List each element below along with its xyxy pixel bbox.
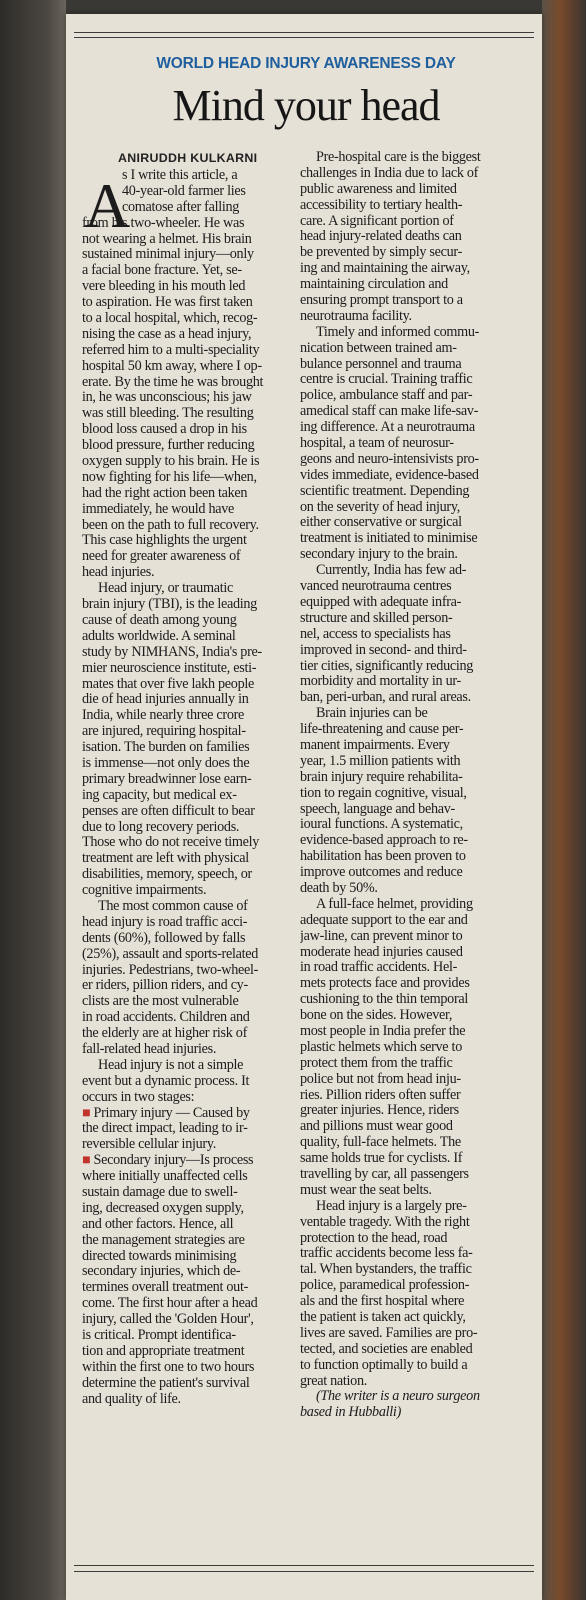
text-line: same holds true for cyclists. If <box>300 1151 463 1167</box>
top-rule <box>74 32 534 33</box>
text-line: ventable tragedy. With the right <box>300 1214 470 1230</box>
text-line: where initially unaffected cells <box>82 1169 248 1185</box>
text-line: within the first one to two hours <box>82 1359 255 1375</box>
text-line: study by NIMHANS, India's pre- <box>82 644 262 660</box>
text-line: police, ambulance staff and par- <box>300 388 473 404</box>
text-line: is immense—not only does the <box>82 755 250 771</box>
text-line: evidence-based approach to re- <box>300 833 468 849</box>
text-line: life-threatening and cause per- <box>300 722 464 738</box>
top-rule-2 <box>74 37 534 38</box>
text-line: Brain injuries can be <box>316 706 428 722</box>
text-line: (25%), assault and sports-related <box>82 946 259 962</box>
text-line: come. The first hour after a head <box>82 1296 258 1312</box>
text-line: brain injury (TBI), is the leading <box>82 597 257 613</box>
text-line: greater injuries. Hence, riders <box>300 1103 459 1119</box>
text-line: amedical staff can make life-sav- <box>300 404 479 420</box>
text-line: adequate support to the ear and <box>300 912 468 928</box>
text-line: quality, full-face helmets. The <box>300 1135 461 1151</box>
text-line: adults worldwide. A seminal <box>82 628 236 644</box>
text-line: 40-year-old farmer lies <box>122 183 246 199</box>
text-line: mier neuroscience institute, esti- <box>82 660 257 676</box>
bottom-rule-2 <box>74 1571 534 1572</box>
text-line: head injury-related deaths can <box>300 229 462 245</box>
text-line: referred him to a multi-speciality <box>82 342 260 358</box>
text-line: Head injury is a largely pre- <box>316 1198 467 1214</box>
text-line: police but not from head inju- <box>300 1071 461 1087</box>
text-line: mates that over five lakh people <box>82 676 255 692</box>
text-line: vides immediate, evidence-based <box>300 467 479 483</box>
text-line: determine the patient's survival <box>82 1375 250 1391</box>
text-line: oxygen supply to his brain. He is <box>82 454 260 470</box>
bottom-rule <box>74 1565 534 1566</box>
text-line: treatment are left with physical <box>82 851 249 867</box>
text-line: due to long recovery periods. <box>82 819 240 835</box>
text-line: tion and appropriate treatment <box>82 1343 245 1359</box>
text-line: The most common cause of <box>98 898 248 914</box>
left-column <box>82 168 296 1407</box>
text-line: blood pressure, further reducing <box>82 438 255 454</box>
text-line: had the right action been taken <box>82 485 248 501</box>
text-line: was still bleeding. The resulting <box>82 406 254 422</box>
text-line: to function optimally to build a <box>300 1357 468 1373</box>
text-line: Head injury, or traumatic <box>98 581 233 597</box>
text-line: care. A significant portion of <box>300 213 454 229</box>
text-line: hospital 50 km away, where I op- <box>82 358 262 374</box>
text-line: equipped with adequate infra- <box>300 594 462 610</box>
text-line: vere bleeding in his mouth led <box>82 279 246 295</box>
text-line: speech, language and behav- <box>300 801 455 817</box>
bullet-text: Secondary injury—Is process <box>93 1153 254 1169</box>
text-line: injuries. Pedestrians, two-wheel- <box>82 962 259 978</box>
text-line: improve outcomes and reduce <box>300 865 463 881</box>
text-line: als and the first hospital where <box>300 1294 465 1310</box>
text-line: and quality of life. <box>82 1391 181 1407</box>
text-line: public awareness and limited <box>300 181 457 197</box>
text-line: maintaining circulation and <box>300 277 448 293</box>
text-line: based in Hubballi) <box>300 1405 401 1421</box>
text-line: great nation. <box>300 1373 368 1389</box>
text-line <box>82 1106 296 1122</box>
text-line: die of head injuries annually in <box>82 692 249 708</box>
text-line: year, 1.5 million patients with <box>300 753 461 769</box>
headline: Mind your head <box>172 81 440 130</box>
text-line: a facial bone fracture. Yet, se- <box>82 263 242 279</box>
text-line: been on the path to full recovery. <box>82 517 259 533</box>
text-line: lives are saved. Families are pro- <box>300 1325 478 1341</box>
text-line: to aspiration. He was first taken <box>82 295 253 311</box>
bullet-icon: ■ <box>82 1105 91 1121</box>
text-line: is critical. Prompt identifica- <box>82 1328 236 1344</box>
text-line: tier cities, significantly reducing <box>300 658 474 674</box>
text-line: now fighting for his life—when, <box>82 469 257 485</box>
text-line: event but a dynamic process. It <box>82 1073 250 1089</box>
text-line: nel, access to specialists has <box>300 626 451 642</box>
text-line: death by 50%. <box>300 880 378 896</box>
drop-cap: A <box>84 170 131 241</box>
text-line: centre is crucial. Training traffic <box>300 372 473 388</box>
text-line: comatose after falling <box>122 199 240 215</box>
text-line: challenges in India due to lack of <box>300 165 479 181</box>
bullet-icon: ■ <box>82 1153 91 1169</box>
right-body <box>300 150 522 1421</box>
text-line: ries. Pillion riders often suffer <box>300 1087 461 1103</box>
text-line: tal. When bystanders, the traffic <box>300 1262 472 1278</box>
text-line: primary breadwinner lose earn- <box>82 771 252 787</box>
text-line: the management strategies are <box>82 1232 245 1248</box>
text-line: injury, called the 'Golden Hour', <box>82 1312 254 1328</box>
text-line: head injuries. <box>82 565 155 581</box>
text-line: accessibility to tertiary health- <box>300 197 463 213</box>
text-line: secondary injury to the brain. <box>300 547 458 563</box>
text-line: traffic accidents become less fa- <box>300 1246 473 1262</box>
left-body <box>82 216 296 1408</box>
text-line: blood loss caused a drop in his <box>82 422 247 438</box>
text-line: must wear the seat belts. <box>300 1182 432 1198</box>
text-line: geons and neuro-intensivists pro- <box>300 451 479 467</box>
text-line: Timely and informed commu- <box>316 324 480 340</box>
text-line: clists are the most vulnerable <box>82 994 239 1010</box>
text-line: ioural functions. A systematic, <box>300 817 463 833</box>
text-line: Pre-hospital care is the biggest <box>316 150 481 165</box>
text-line: ensuring prompt transport to a <box>300 293 463 309</box>
text-line: This case highlights the urgent <box>82 533 247 549</box>
text-line: in road traffic accidents. Hel- <box>300 960 458 976</box>
text-line: are injured, requiring hospital- <box>82 724 246 740</box>
text-line: nication between trained am- <box>300 340 457 356</box>
text-line: reversible cellular injury. <box>82 1137 216 1153</box>
text-line: be prevented by simply secur- <box>300 245 463 261</box>
text-line: from his two-wheeler. He was <box>82 215 245 231</box>
text-line: cushioning to the thin temporal <box>300 992 469 1008</box>
text-line: travelling by car, all passengers <box>300 1167 469 1182</box>
text-line: head injury is road traffic acci- <box>82 914 248 930</box>
text-line: penses are often difficult to bear <box>82 803 255 819</box>
text-line: moderate head injuries caused <box>300 944 463 960</box>
text-line: neurotrauma facility. <box>300 308 412 324</box>
text-line: Currently, India has few ad- <box>316 563 467 579</box>
text-line: (The writer is a neuro surgeon <box>316 1389 480 1405</box>
text-line: on the severity of head injury, <box>300 499 460 515</box>
text-line: brain injury require rehabilita- <box>300 769 463 785</box>
text-line: morbidity and mortality in ur- <box>300 674 461 690</box>
text-line: isation. The burden on families <box>82 740 250 756</box>
text-line: need for greater awareness of <box>82 549 241 565</box>
text-line: and other factors. Hence, all <box>82 1216 234 1232</box>
text-line: termines overall treatment out- <box>82 1280 249 1296</box>
text-line: tected, and societies are enabled <box>300 1341 473 1357</box>
text-line: dents (60%), followed by falls <box>82 930 246 946</box>
text-line: structure and skilled person- <box>300 610 453 626</box>
text-line: sustain damage due to swell- <box>82 1185 238 1200</box>
text-line: cause of death among young <box>82 612 237 628</box>
text-line: secondary injuries, which de- <box>82 1264 241 1280</box>
text-line: sustained minimal injury—only <box>82 247 254 263</box>
text-line: Those who do not receive timely <box>82 835 260 851</box>
text-line: either conservative or surgical <box>300 515 462 531</box>
text-line: jaw-line, can prevent minor to <box>300 928 463 944</box>
text-line: ban, peri-urban, and rural areas. <box>300 690 471 706</box>
text-line: improved in second- and third- <box>300 642 467 658</box>
bullet-text: Primary injury — Caused by <box>93 1105 250 1121</box>
text-line: ing, decreased oxygen supply, <box>82 1200 244 1216</box>
text-line: plastic helmets which serve to <box>300 1039 462 1055</box>
text-line: in, he was unconscious; his jaw <box>82 390 252 406</box>
text-line: to a local hospital, which, recog- <box>82 311 258 327</box>
text-line: Head injury is not a simple <box>98 1057 244 1073</box>
text-line: immediately, he would have <box>82 501 235 517</box>
byline: ANIRUDDH KULKARNI <box>118 151 258 165</box>
text-line: fall-related head injuries. <box>82 1041 217 1057</box>
text-line: tion to regain cognitive, visual, <box>300 785 467 801</box>
text-line: the elderly are at higher risk of <box>82 1026 248 1042</box>
text-line: hospital, a team of neurosur- <box>300 436 454 452</box>
text-line: in road accidents. Children and <box>82 1010 250 1026</box>
text-line: bulance personnel and trauma <box>300 356 462 372</box>
text-line: s I write this article, a <box>122 168 238 183</box>
text-line: vanced neurotrauma centres <box>300 579 452 595</box>
text-line <box>82 1153 296 1169</box>
text-line: disabilities, memory, speech, or <box>82 867 252 883</box>
background-left <box>0 0 66 1600</box>
text-line: police, paramedical profession- <box>300 1278 470 1294</box>
text-line: A full-face helmet, providing <box>316 896 473 912</box>
text-line: treatment is initiated to minimise <box>300 531 478 547</box>
text-line: India, while nearly three crore <box>82 708 245 724</box>
text-line: bone on the sides. However, <box>300 1008 453 1024</box>
text-line: cognitive impairments. <box>82 883 207 899</box>
text-line: mets protects face and provides <box>300 976 470 992</box>
right-column <box>300 150 522 1421</box>
text-line: protection to the head, road <box>300 1230 448 1246</box>
text-line: ing difference. At a neurotrauma <box>300 420 475 436</box>
text-line: the direct impact, leading to ir- <box>82 1121 248 1137</box>
text-line: manent impairments. Every <box>300 737 450 753</box>
drop-cap-lines <box>82 168 296 216</box>
text-line: ing and maintaining the airway, <box>300 261 470 277</box>
text-line: er riders, pillion riders, and cy- <box>82 978 248 994</box>
text-line: the patient is taken act quickly, <box>300 1310 466 1326</box>
text-line: ing capacity, but medical ex- <box>82 787 237 803</box>
text-line: habilitation has been proven to <box>300 849 466 865</box>
text-line: most people in India prefer the <box>300 1023 466 1039</box>
text-line: not wearing a helmet. His brain <box>82 231 252 247</box>
text-line: directed towards minimising <box>82 1248 237 1264</box>
text-line: occurs in two stages: <box>82 1089 195 1105</box>
text-line: and pillions must wear good <box>300 1119 453 1135</box>
text-line: protect them from the traffic <box>300 1055 453 1071</box>
kicker: WORLD HEAD INJURY AWARENESS DAY <box>156 55 456 72</box>
text-line: erate. By the time he was brought <box>82 374 264 390</box>
text-line: scientific treatment. Depending <box>300 483 470 499</box>
background-right <box>542 0 586 1600</box>
text-line: nising the case as a head injury, <box>82 326 252 342</box>
